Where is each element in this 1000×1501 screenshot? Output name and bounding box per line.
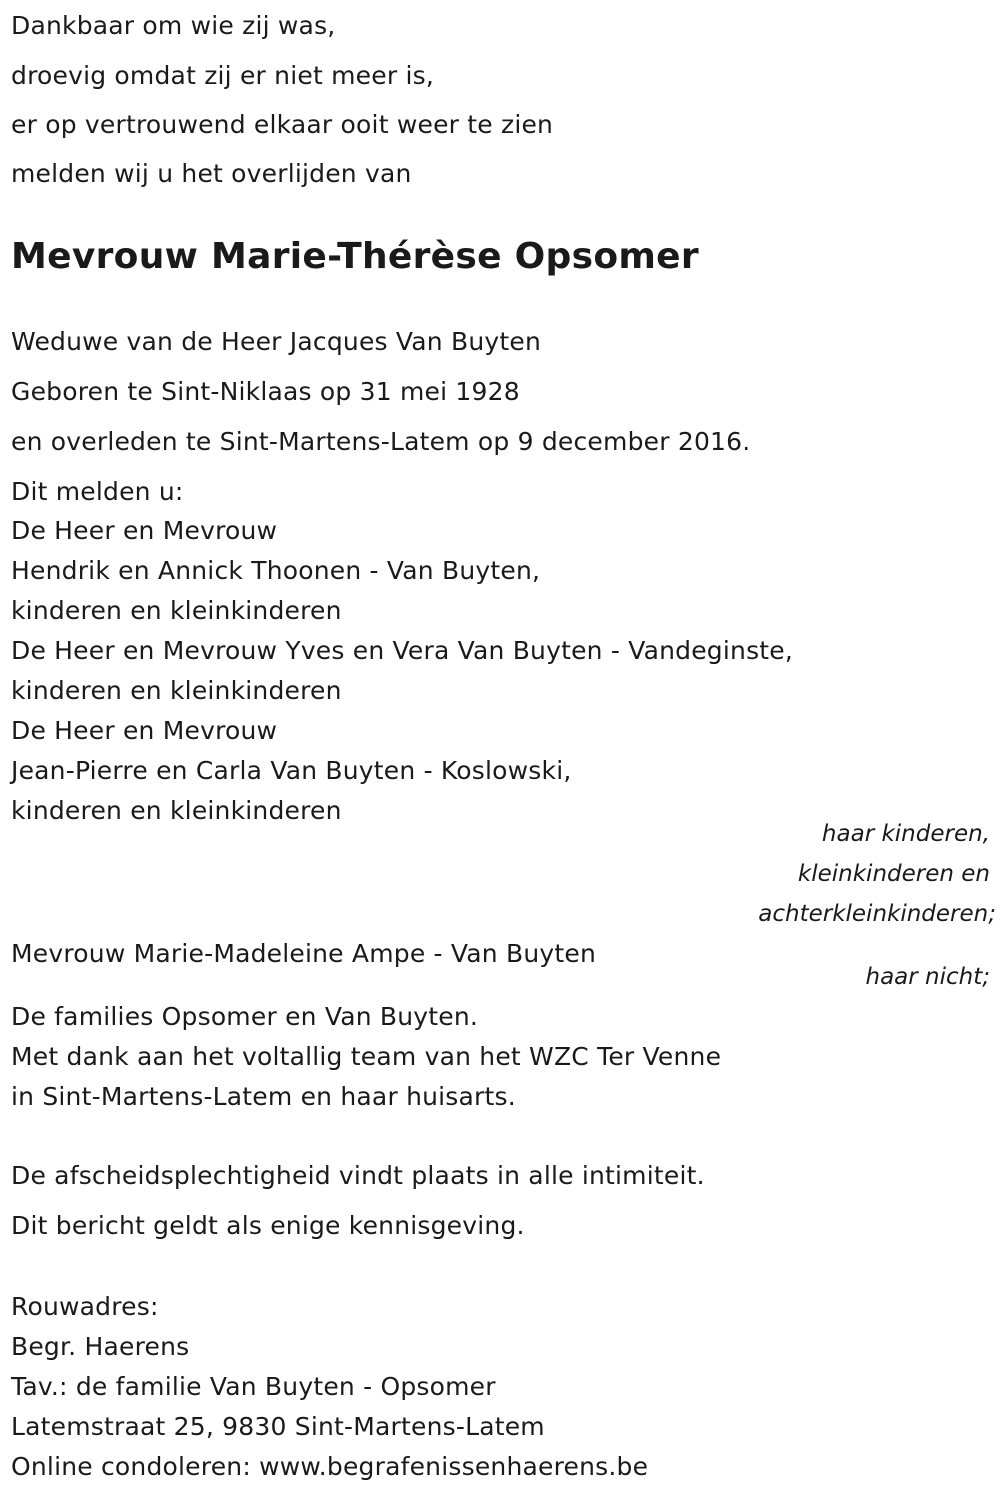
address-line: Rouwadres:	[11, 1292, 159, 1321]
intro-line: Dankbaar om wie zij was,	[11, 11, 336, 40]
announcer-line: kinderen en kleinkinderen	[11, 596, 342, 625]
relation-children-line: haar kinderen,	[821, 821, 990, 847]
announcer-line: Jean-Pierre en Carla Van Buyten - Koslowski,	[11, 756, 572, 785]
address-line: Begr. Haerens	[11, 1332, 190, 1361]
announcer-line: Dit melden u:	[11, 477, 184, 506]
relation-children-line: achterkleinkinderen;	[758, 901, 996, 927]
announcer-line: De Heer en Mevrouw	[11, 516, 278, 545]
address-line: Tav.: de familie Van Buyten - Opsomer	[11, 1372, 496, 1401]
announcer-line: kinderen en kleinkinderen	[11, 796, 342, 825]
intro-line: er op vertrouwend elkaar ooit weer te zien	[11, 110, 554, 139]
detail-line: Geboren te Sint-Niklaas op 31 mei 1928	[11, 377, 520, 406]
intro-line: melden wij u het overlijden van	[11, 159, 412, 188]
deceased-name-title: Mevrouw Marie-Thérèse Opsomer	[11, 236, 699, 277]
families-line: in Sint-Martens-Latem en haar huisarts.	[11, 1082, 516, 1111]
ceremony-line: De afscheidsplechtigheid vindt plaats in alle intimiteit.	[11, 1161, 705, 1190]
families-line: Met dank aan het voltallig team van het WZC Ter Venne	[11, 1042, 722, 1071]
announcer-line: De Heer en Mevrouw Yves en Vera Van Buyten - Vandeginste,	[11, 636, 794, 665]
niece-relation: haar nicht;	[865, 964, 990, 990]
intro-line: droevig omdat zij er niet meer is,	[11, 61, 434, 90]
families-line: De families Opsomer en Van Buyten.	[11, 1002, 479, 1031]
announcer-line: Hendrik en Annick Thoonen - Van Buyten,	[11, 556, 541, 585]
relation-children-line: kleinkinderen en	[797, 861, 990, 887]
address-line: Latemstraat 25, 9830 Sint-Martens-Latem	[11, 1412, 545, 1441]
ceremony-line: Dit bericht geldt als enige kennisgeving.	[11, 1211, 525, 1240]
announcer-line: De Heer en Mevrouw	[11, 716, 278, 745]
detail-line: en overleden te Sint-Martens-Latem op 9 december 2016.	[11, 427, 751, 456]
niece-name: Mevrouw Marie-Madeleine Ampe - Van Buyten	[11, 939, 597, 968]
detail-line: Weduwe van de Heer Jacques Van Buyten	[11, 327, 542, 356]
announcer-line: kinderen en kleinkinderen	[11, 676, 342, 705]
online-condolence-line: Online condoleren: www.begrafenissenhaerens.be	[11, 1452, 649, 1481]
